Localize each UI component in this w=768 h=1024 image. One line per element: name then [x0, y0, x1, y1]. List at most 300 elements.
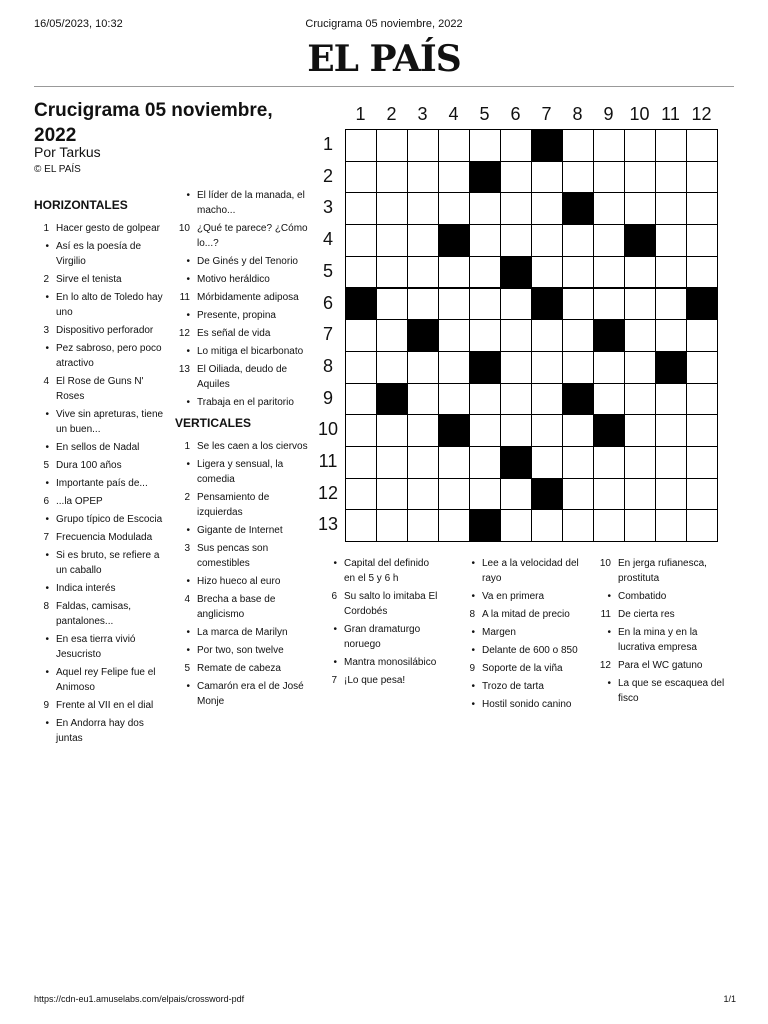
- grid-cell-black: [593, 414, 625, 447]
- clue-text: Dispositivo perforador: [56, 325, 154, 336]
- grid-cell[interactable]: [562, 288, 594, 321]
- grid-cell[interactable]: [469, 288, 501, 321]
- clue-item: [460, 556, 582, 586]
- clue-number: •: [471, 699, 475, 710]
- grid-cell[interactable]: [345, 478, 377, 511]
- grid-cell[interactable]: [500, 351, 532, 384]
- grid-column-numbers: [345, 104, 717, 128]
- puzzle-title: Crucigrama 05 noviembre, 2022: [34, 100, 273, 146]
- grid-cell[interactable]: [345, 446, 377, 479]
- column-number: 1: [355, 104, 366, 124]
- clue-column-1: [34, 192, 168, 749]
- clue-item: [460, 607, 582, 622]
- clue-text: Indica interés: [56, 583, 116, 594]
- grid-cell[interactable]: [407, 414, 439, 447]
- grid-cell[interactable]: [686, 478, 718, 511]
- grid-cell[interactable]: [593, 478, 625, 511]
- grid-cell[interactable]: [469, 256, 501, 289]
- clue-list-horizontales: [34, 221, 168, 746]
- row-number: 4: [322, 229, 333, 250]
- grid-cell[interactable]: [655, 383, 687, 416]
- grid-cell[interactable]: [655, 478, 687, 511]
- column-number: 8: [572, 104, 583, 124]
- clue-item: [175, 188, 311, 218]
- brand-logo: EL PAÍS: [307, 38, 461, 80]
- grid-cell[interactable]: [438, 351, 470, 384]
- grid-cell[interactable]: [469, 446, 501, 479]
- grid-cell[interactable]: [686, 129, 718, 162]
- clue-item: [460, 661, 582, 676]
- grid-cell[interactable]: [345, 414, 377, 447]
- grid-cell[interactable]: [624, 383, 656, 416]
- grid-cell[interactable]: [655, 319, 687, 352]
- clue-text: En lo alto de Toledo hay uno: [56, 292, 163, 318]
- clue-text: En la mina y en la lucrativa empresa: [618, 627, 698, 653]
- clue-text: Vive sin apreturas, tiene un buen...: [56, 409, 164, 435]
- grid-cell[interactable]: [407, 192, 439, 225]
- grid-cell[interactable]: [376, 509, 408, 542]
- clue-item: [322, 556, 442, 586]
- clue-number: •: [45, 514, 49, 525]
- clue-column-5: [596, 556, 734, 709]
- grid-cell-black: [500, 446, 532, 479]
- clue-item: [34, 458, 168, 473]
- clue-number: 7: [331, 675, 337, 686]
- grid-cell[interactable]: [686, 224, 718, 257]
- clue-number: 12: [178, 328, 190, 339]
- grid-cell[interactable]: [376, 414, 408, 447]
- clue-list-verticales: [175, 439, 311, 709]
- grid-cell[interactable]: [531, 224, 563, 257]
- grid-cell[interactable]: [531, 383, 563, 416]
- print-datetime: 16/05/2023, 10:32: [34, 18, 123, 30]
- grid-cell[interactable]: [593, 288, 625, 321]
- grid-cell[interactable]: [345, 509, 377, 542]
- grid-cell[interactable]: [345, 383, 377, 416]
- clue-number: 8: [43, 601, 49, 612]
- grid-cell[interactable]: [376, 192, 408, 225]
- clue-item: [596, 589, 734, 604]
- clue-text: Gigante de Internet: [197, 525, 283, 536]
- clue-item: [175, 439, 311, 454]
- clue-text: Margen: [482, 627, 516, 638]
- grid-cell[interactable]: [562, 224, 594, 257]
- grid-cell[interactable]: [655, 414, 687, 447]
- grid-cell[interactable]: [469, 319, 501, 352]
- clue-text: El Rose de Guns N' Roses: [56, 376, 144, 402]
- clue-text: Delante de 600 o 850: [482, 645, 578, 656]
- clue-number: •: [471, 591, 475, 602]
- grid-cell[interactable]: [438, 161, 470, 194]
- grid-cell[interactable]: [531, 256, 563, 289]
- row-number: 8: [322, 355, 333, 376]
- clue-number: •: [186, 190, 190, 201]
- clue-number: 11: [600, 609, 611, 620]
- grid-cell[interactable]: [345, 161, 377, 194]
- clue-number: 7: [43, 532, 49, 543]
- clue-text: Camarón era el de José Monje: [197, 681, 304, 707]
- row-number: 9: [322, 387, 333, 408]
- grid-cell[interactable]: [562, 161, 594, 194]
- grid-cell[interactable]: [438, 256, 470, 289]
- grid-cell[interactable]: [376, 478, 408, 511]
- grid-cell[interactable]: [500, 478, 532, 511]
- clue-item: [460, 625, 582, 640]
- row-number: 2: [322, 165, 333, 186]
- clue-number: •: [45, 583, 49, 594]
- grid-cell[interactable]: [500, 319, 532, 352]
- grid-cell[interactable]: [500, 129, 532, 162]
- grid-cell[interactable]: [686, 414, 718, 447]
- clue-item: [175, 661, 311, 676]
- clue-text: En jerga rufianesca, prostituta: [618, 558, 707, 584]
- grid-cell[interactable]: [376, 161, 408, 194]
- grid-cell[interactable]: [655, 256, 687, 289]
- grid-cell-black: [562, 192, 594, 225]
- grid-cell[interactable]: [469, 383, 501, 416]
- clue-item: [175, 272, 311, 287]
- clue-text: Lo mitiga el bicarbonato: [197, 346, 304, 357]
- grid-cell[interactable]: [624, 509, 656, 542]
- grid-cell[interactable]: [531, 414, 563, 447]
- clue-number: •: [186, 274, 190, 285]
- clue-item: [175, 344, 311, 359]
- grid-cell[interactable]: [500, 224, 532, 257]
- grid-cell[interactable]: [345, 129, 377, 162]
- grid-cell-black: [531, 129, 563, 162]
- clue-number: 13: [178, 364, 190, 375]
- grid-cell[interactable]: [438, 288, 470, 321]
- grid-cell[interactable]: [593, 509, 625, 542]
- grid-cell[interactable]: [624, 288, 656, 321]
- grid-cell-black: [469, 509, 501, 542]
- clue-item: [175, 326, 311, 341]
- clue-item: [175, 254, 311, 269]
- clue-list-verticales-cont-3: [596, 556, 734, 706]
- grid-cell[interactable]: [345, 224, 377, 257]
- grid-cell[interactable]: [469, 414, 501, 447]
- clue-number: 1: [184, 441, 190, 452]
- grid-cell[interactable]: [655, 192, 687, 225]
- grid-cell[interactable]: [531, 319, 563, 352]
- grid-cell-black: [655, 351, 687, 384]
- clue-list-horizontales-cont: [175, 188, 311, 410]
- clue-number: •: [45, 634, 49, 645]
- grid-cell[interactable]: [562, 129, 594, 162]
- grid-cell[interactable]: [624, 319, 656, 352]
- grid-cell[interactable]: [376, 224, 408, 257]
- clue-text: Mantra monosilábico: [344, 657, 437, 668]
- print-doc-title: Crucigrama 05 noviembre, 2022: [305, 18, 463, 30]
- grid-cell-black: [376, 383, 408, 416]
- clue-item: [322, 655, 442, 670]
- grid-cell[interactable]: [624, 446, 656, 479]
- grid-cell-black: [686, 288, 718, 321]
- grid-cell[interactable]: [686, 509, 718, 542]
- grid-cell[interactable]: [345, 351, 377, 384]
- clue-text: Hacer gesto de golpear: [56, 223, 160, 234]
- row-number: 5: [322, 260, 333, 281]
- clue-number: 9: [469, 663, 475, 674]
- grid-cell[interactable]: [562, 446, 594, 479]
- clue-number: •: [186, 627, 190, 638]
- clue-text: Gran dramaturgo noruego: [344, 624, 421, 650]
- grid-cell[interactable]: [531, 192, 563, 225]
- row-number: 7: [322, 324, 333, 345]
- section-horizontales: HORIZONTALES: [34, 198, 128, 212]
- clue-item: [460, 643, 582, 658]
- grid-cell[interactable]: [407, 383, 439, 416]
- grid-cell[interactable]: [624, 256, 656, 289]
- grid-cell[interactable]: [500, 509, 532, 542]
- grid-cell[interactable]: [438, 129, 470, 162]
- clue-item: [460, 679, 582, 694]
- clue-item: [175, 490, 311, 520]
- clue-item: [175, 523, 311, 538]
- grid-cell[interactable]: [376, 256, 408, 289]
- grid-cell[interactable]: [345, 256, 377, 289]
- clue-item: [596, 625, 734, 655]
- row-number: 1: [322, 134, 333, 154]
- grid-cell[interactable]: [562, 256, 594, 289]
- grid-cell[interactable]: [686, 319, 718, 352]
- clue-number: •: [45, 718, 49, 729]
- clue-text: Faldas, camisas, pantalones...: [56, 601, 132, 627]
- column-number: 7: [541, 104, 552, 124]
- grid-cell-black: [345, 288, 377, 321]
- grid-cell[interactable]: [593, 192, 625, 225]
- clue-text: En Andorra hay dos juntas: [56, 718, 144, 744]
- clue-text: Trozo de tarta: [482, 681, 544, 692]
- grid-cell[interactable]: [438, 192, 470, 225]
- grid-cell[interactable]: [624, 129, 656, 162]
- grid-cell[interactable]: [469, 224, 501, 257]
- column-number: 3: [417, 104, 428, 124]
- clue-item: [322, 622, 442, 652]
- grid-cell-black: [531, 478, 563, 511]
- grid-cell[interactable]: [438, 478, 470, 511]
- grid-cell[interactable]: [624, 161, 656, 194]
- clue-text: Se les caen a los ciervos: [197, 441, 308, 452]
- clue-item: [175, 643, 311, 658]
- clue-number: •: [186, 645, 190, 656]
- clue-column-4: [460, 556, 582, 715]
- clue-text: Importante país de...: [56, 478, 148, 489]
- column-number: 4: [448, 104, 459, 124]
- grid-cell[interactable]: [655, 446, 687, 479]
- clue-text: Si es bruto, se refiere a un caballo: [56, 550, 160, 576]
- grid-cell[interactable]: [345, 192, 377, 225]
- grid-cell[interactable]: [562, 351, 594, 384]
- clue-number: 3: [184, 543, 190, 554]
- clue-number: •: [45, 241, 49, 252]
- grid-cell[interactable]: [655, 224, 687, 257]
- grid-cell-black: [562, 383, 594, 416]
- clue-item: [34, 599, 168, 629]
- grid-cell[interactable]: [686, 161, 718, 194]
- column-number: 10: [629, 104, 650, 124]
- clue-text: Sus pencas son comestibles: [197, 543, 269, 569]
- grid-cell[interactable]: [345, 319, 377, 352]
- clue-text: Capital del definido en el 5 y 6 h: [344, 558, 430, 584]
- clue-item: [322, 673, 442, 688]
- grid-cell[interactable]: [655, 129, 687, 162]
- clue-item: [596, 556, 734, 586]
- row-number: 12: [317, 482, 339, 503]
- grid-cell[interactable]: [562, 509, 594, 542]
- clue-text: Hizo hueco al euro: [197, 576, 281, 587]
- clue-column-3: [322, 556, 442, 691]
- grid-cell[interactable]: [438, 319, 470, 352]
- grid-cell[interactable]: [469, 192, 501, 225]
- grid-cell[interactable]: [376, 319, 408, 352]
- clue-list-verticales-cont-1: [322, 556, 442, 688]
- grid-cell[interactable]: [376, 446, 408, 479]
- grid-cell[interactable]: [562, 414, 594, 447]
- clue-item: [175, 679, 311, 709]
- grid-cell[interactable]: [407, 256, 439, 289]
- grid-cell[interactable]: [500, 192, 532, 225]
- clue-item: [175, 592, 311, 622]
- grid-cell[interactable]: [593, 351, 625, 384]
- puzzle-copyright: © EL PAÍS: [34, 164, 81, 175]
- grid-cell[interactable]: [407, 478, 439, 511]
- grid-cell[interactable]: [624, 478, 656, 511]
- grid-cell[interactable]: [531, 509, 563, 542]
- clue-number: 6: [331, 591, 337, 602]
- grid-cell[interactable]: [407, 161, 439, 194]
- grid-cell[interactable]: [438, 509, 470, 542]
- clue-item: [34, 374, 168, 404]
- grid-cell[interactable]: [593, 256, 625, 289]
- clue-text: Trabaja en el paritorio: [197, 397, 294, 408]
- grid-cell[interactable]: [407, 129, 439, 162]
- grid-cell[interactable]: [500, 414, 532, 447]
- grid-cell[interactable]: [686, 256, 718, 289]
- grid-cell-black: [438, 414, 470, 447]
- clue-number: •: [186, 346, 190, 357]
- clue-number: •: [186, 681, 190, 692]
- grid-cell[interactable]: [407, 351, 439, 384]
- grid-cell[interactable]: [562, 319, 594, 352]
- clue-text: Motivo heráldico: [197, 274, 270, 285]
- clue-item: [175, 290, 311, 305]
- grid-cell[interactable]: [655, 288, 687, 321]
- clue-text: ...la OPEP: [56, 496, 103, 507]
- grid-cell[interactable]: [686, 446, 718, 479]
- grid-cell-black: [531, 288, 563, 321]
- grid-cell[interactable]: [407, 224, 439, 257]
- clue-text: El líder de la manada, el macho...: [197, 190, 305, 216]
- clue-item: [34, 512, 168, 527]
- column-number: 12: [691, 104, 712, 124]
- clue-text: Frecuencia Modulada: [56, 532, 153, 543]
- grid-cell[interactable]: [376, 129, 408, 162]
- clue-item: [175, 541, 311, 571]
- clue-item: [34, 407, 168, 437]
- grid-cell[interactable]: [655, 509, 687, 542]
- grid-cell[interactable]: [469, 478, 501, 511]
- column-number: 2: [386, 104, 397, 124]
- grid-cell[interactable]: [500, 383, 532, 416]
- clue-item: [175, 362, 311, 392]
- crossword-grid: [345, 129, 717, 541]
- clue-number: •: [186, 397, 190, 408]
- grid-cell[interactable]: [593, 224, 625, 257]
- clue-item: [175, 625, 311, 640]
- grid-cell[interactable]: [407, 446, 439, 479]
- clue-text: De Ginés y del Tenorio: [197, 256, 298, 267]
- clue-item: [34, 341, 168, 371]
- grid-cell[interactable]: [469, 129, 501, 162]
- grid-cell[interactable]: [593, 383, 625, 416]
- clue-item: [34, 581, 168, 596]
- grid-cell[interactable]: [655, 161, 687, 194]
- clue-number: •: [471, 627, 475, 638]
- grid-cell[interactable]: [593, 161, 625, 194]
- clue-number: 4: [43, 376, 49, 387]
- clue-number: •: [607, 591, 611, 602]
- grid-cell[interactable]: [686, 351, 718, 384]
- clue-number: 5: [184, 663, 190, 674]
- grid-cell[interactable]: [624, 351, 656, 384]
- grid-cell-black: [469, 351, 501, 384]
- grid-cell[interactable]: [593, 129, 625, 162]
- grid-cell[interactable]: [438, 383, 470, 416]
- clue-number: 5: [43, 460, 49, 471]
- clue-text: Su salto lo imitaba El Cordobés: [344, 591, 438, 617]
- grid-cell[interactable]: [686, 192, 718, 225]
- column-number: 9: [603, 104, 614, 124]
- clue-number: •: [333, 558, 337, 569]
- clue-item: [34, 494, 168, 509]
- clue-number: •: [471, 558, 475, 569]
- grid-cell[interactable]: [531, 446, 563, 479]
- clue-item: [175, 457, 311, 487]
- grid-cell[interactable]: [562, 478, 594, 511]
- clue-item: [34, 290, 168, 320]
- grid-cell-black: [438, 224, 470, 257]
- clue-text: Combatido: [618, 591, 667, 602]
- grid-cell[interactable]: [593, 446, 625, 479]
- clue-item: [460, 697, 582, 712]
- grid-cell[interactable]: [438, 446, 470, 479]
- grid-cell[interactable]: [500, 161, 532, 194]
- grid-cell[interactable]: [531, 351, 563, 384]
- grid-cell[interactable]: [407, 288, 439, 321]
- clue-number: •: [45, 442, 49, 453]
- clue-column-2: [175, 188, 311, 712]
- grid-cell[interactable]: [624, 414, 656, 447]
- clue-number: •: [186, 310, 190, 321]
- grid-cell[interactable]: [531, 161, 563, 194]
- grid-cell[interactable]: [686, 383, 718, 416]
- clue-item: [175, 574, 311, 589]
- clue-item: [596, 607, 734, 622]
- grid-cell[interactable]: [500, 288, 532, 321]
- clue-text: ¿Qué te parece? ¿Cómo lo...?: [197, 223, 308, 249]
- grid-cell[interactable]: [624, 192, 656, 225]
- clue-text: En esa tierra vivió Jesucristo: [56, 634, 136, 660]
- clue-text: Ligera y sensual, la comedia: [197, 459, 284, 485]
- clue-number: 9: [43, 700, 49, 711]
- grid-cell[interactable]: [376, 288, 408, 321]
- clue-text: A la mitad de precio: [482, 609, 570, 620]
- clue-item: [34, 239, 168, 269]
- grid-cell[interactable]: [407, 509, 439, 542]
- clue-number: •: [186, 525, 190, 536]
- grid-cell[interactable]: [376, 351, 408, 384]
